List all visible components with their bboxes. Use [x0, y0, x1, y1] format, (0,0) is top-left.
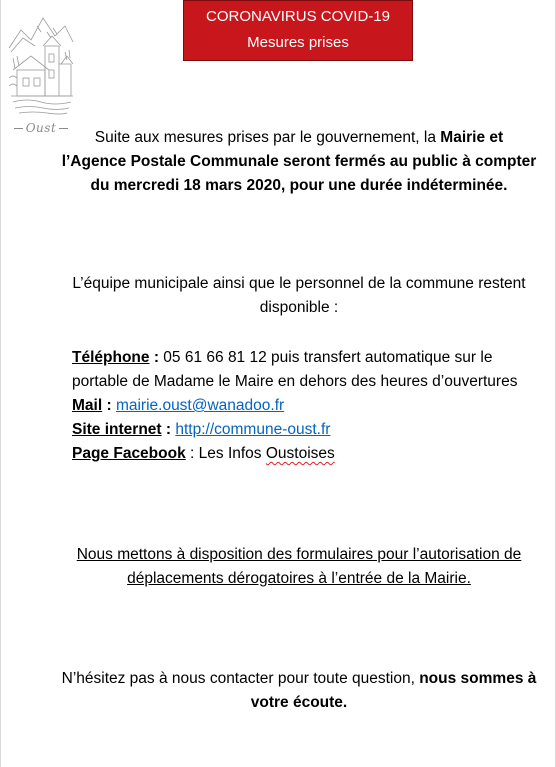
- availability-notice: L’équipe municipale ainsi que le personnel de la commune restent disponible :: [72, 275, 526, 316]
- title-banner: [183, 0, 413, 61]
- facebook-label: Page Facebook: [72, 445, 186, 462]
- closure-bold-text: Mairie et l’Agence Postale Communale seront fermés au public à compter du mercredi 18 mars 2020, pour une durée indéterminée.: [61, 129, 537, 194]
- phone-label: Téléphone: [72, 349, 150, 366]
- closure-intro: Suite aux mesures prises par le gouvernement, la: [94, 129, 436, 146]
- site-link[interactable]: http://commune-oust.fr: [175, 421, 331, 438]
- mail-link[interactable]: mairie.oust@wanadoo.fr: [115, 397, 285, 414]
- site-line: Site internet : http://commune-oust.fr: [72, 421, 331, 438]
- closing-text: N’hésitez pas à nous contacter pour toute question,: [61, 670, 415, 687]
- contact-block: [72, 346, 542, 466]
- facebook-line: Page Facebook : Les Infos Oustoises: [72, 445, 335, 462]
- phone-text: 05 61 66 81 12 puis transfert automatique sur le portable de Madame le Maire en dehors des heures d’ouvertures: [72, 349, 518, 390]
- mail-label: Mail: [72, 397, 103, 414]
- forms-notice: Nous mettons à disposition des formulaires pour l’autorisation de déplacements dérogatoires à l’entrée de la Mairie.: [76, 546, 522, 587]
- facebook-text-word: Oustoises: [265, 445, 335, 462]
- closing-notice: [57, 667, 541, 715]
- logo-caption: Oust: [9, 121, 73, 135]
- banner-title: CORONAVIRUS COVID-19: [206, 8, 390, 25]
- mail-line: Mail : mairie.oust@wanadoo.fr: [72, 397, 285, 414]
- banner-subtitle: Mesures prises: [247, 34, 349, 51]
- phone-line: Téléphone : 05 61 66 81 12 puis transfert automatique sur le portable de Madame le Maire en dehors des heures d’ouvertures: [72, 349, 518, 390]
- closing-bold-text: nous sommes à votre écoute.: [250, 670, 537, 711]
- site-label: Site internet: [72, 421, 162, 438]
- closure-notice: [61, 126, 537, 198]
- facebook-text-prefix: Les Infos: [198, 445, 262, 462]
